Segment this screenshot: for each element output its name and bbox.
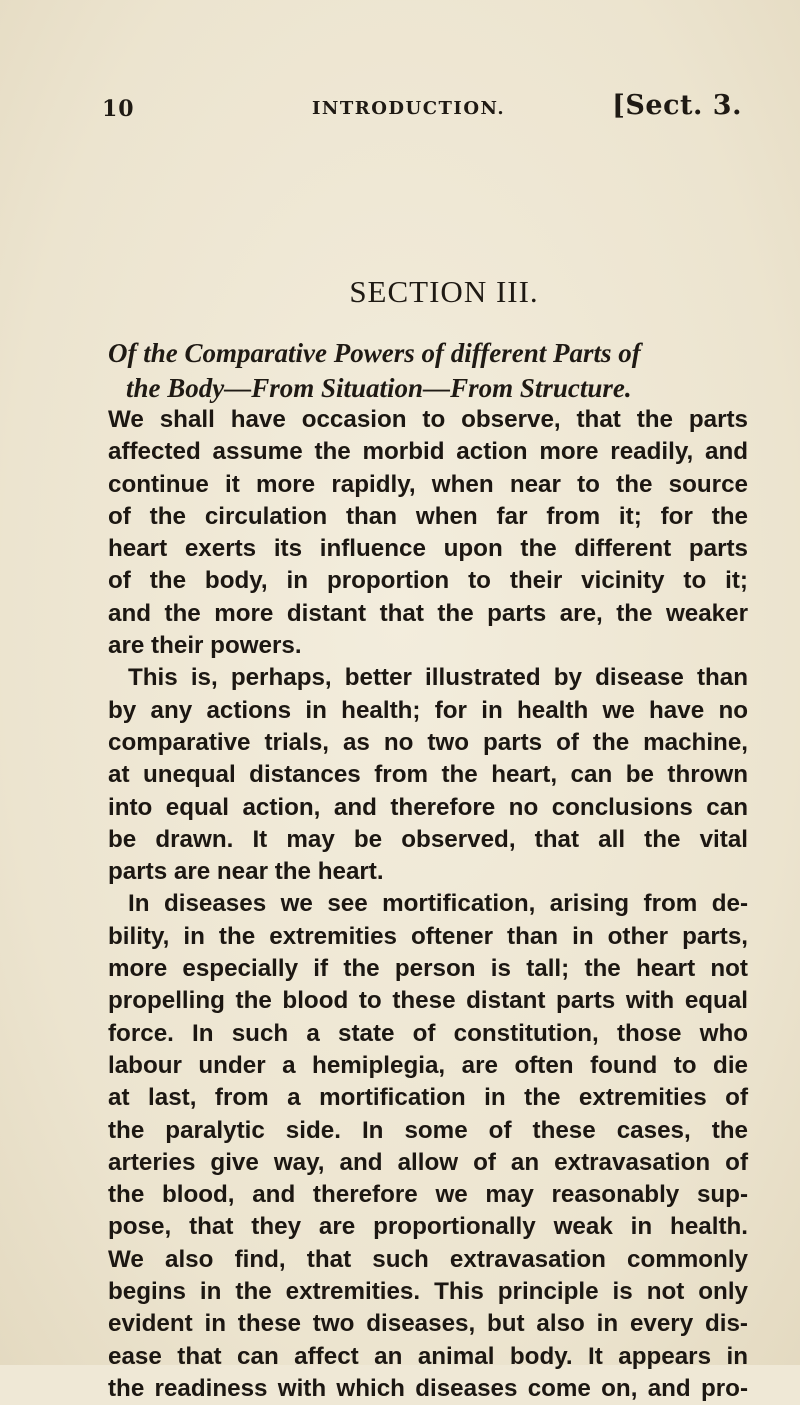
text-line: force. In such a state of constitution, those who bbox=[108, 1019, 748, 1047]
section-subtitle bbox=[108, 336, 748, 406]
text-line: We also find, that such extravasation commonly bbox=[108, 1245, 748, 1273]
text-line: pose, that they are proportionally weak in health. bbox=[108, 1213, 748, 1241]
text-line: by any actions in health; for in health we have no bbox=[108, 696, 748, 724]
text-line: the paralytic side. In some of these cases, the bbox=[108, 1116, 748, 1144]
section-heading: SECTION III. bbox=[349, 274, 539, 309]
text-line: In diseases we see mortification, arising from de- bbox=[128, 890, 748, 918]
text-line: at last, from a mortification in the extremities of bbox=[108, 1084, 748, 1112]
text-line: the readiness with which diseases come on, and pro- bbox=[108, 1374, 748, 1402]
text-line: continue it more rapidly, when near to the source bbox=[108, 470, 748, 498]
text-line: ease that can affect an animal body. It appears in bbox=[108, 1342, 748, 1370]
text-line: We shall have occasion to observe, that the parts bbox=[108, 406, 748, 433]
text-line: affected assume the morbid action more readily, and bbox=[108, 438, 748, 466]
text-line: parts are near the heart. bbox=[108, 858, 384, 886]
text-line: This is, perhaps, better illustrated by disease than bbox=[128, 664, 748, 692]
running-title: INTRODUCTION. bbox=[312, 98, 506, 119]
body-text bbox=[108, 404, 748, 1405]
text-line: the blood, and therefore we may reasonably sup- bbox=[108, 1181, 748, 1209]
text-line: be drawn. It may be observed, that all the vital bbox=[108, 825, 748, 853]
section-reference: [Sect. 3. bbox=[612, 90, 742, 121]
text-line: propelling the blood to these distant parts with equal bbox=[108, 987, 748, 1015]
text-line: bility, in the extremities oftener than in other parts, bbox=[108, 922, 748, 950]
text-line: begins in the extremities. This principle is not only bbox=[108, 1278, 748, 1306]
text-line: heart exerts its influence upon the different parts bbox=[108, 535, 748, 563]
text-line: arteries give way, and allow of an extravasation of bbox=[108, 1148, 748, 1176]
text-line: of the circulation than when far from it; for the bbox=[108, 502, 748, 530]
page-number: 10 bbox=[102, 96, 135, 122]
text-line: of the body, in proportion to their vicinity to it; bbox=[108, 567, 748, 595]
text-line: into equal action, and therefore no conclusions can bbox=[108, 793, 748, 821]
text-line: evident in these two diseases, but also in every dis- bbox=[108, 1310, 748, 1338]
text-line: comparative trials, as no two parts of the machine, bbox=[108, 728, 748, 756]
text-line: at unequal distances from the heart, can be thrown bbox=[108, 761, 748, 789]
text-line: labour under a hemiplegia, are often found to die bbox=[108, 1051, 748, 1079]
subtitle-line-2: the Body—From Situation—From Structure. bbox=[126, 373, 632, 403]
text-line: and the more distant that the parts are, the weaker bbox=[108, 599, 748, 627]
text-line: more especially if the person is tall; the heart not bbox=[108, 955, 748, 983]
text-line: are their powers. bbox=[108, 632, 302, 660]
running-head bbox=[102, 88, 742, 128]
subtitle-line-1: Of the Comparative Powers of different Parts of bbox=[108, 338, 641, 368]
